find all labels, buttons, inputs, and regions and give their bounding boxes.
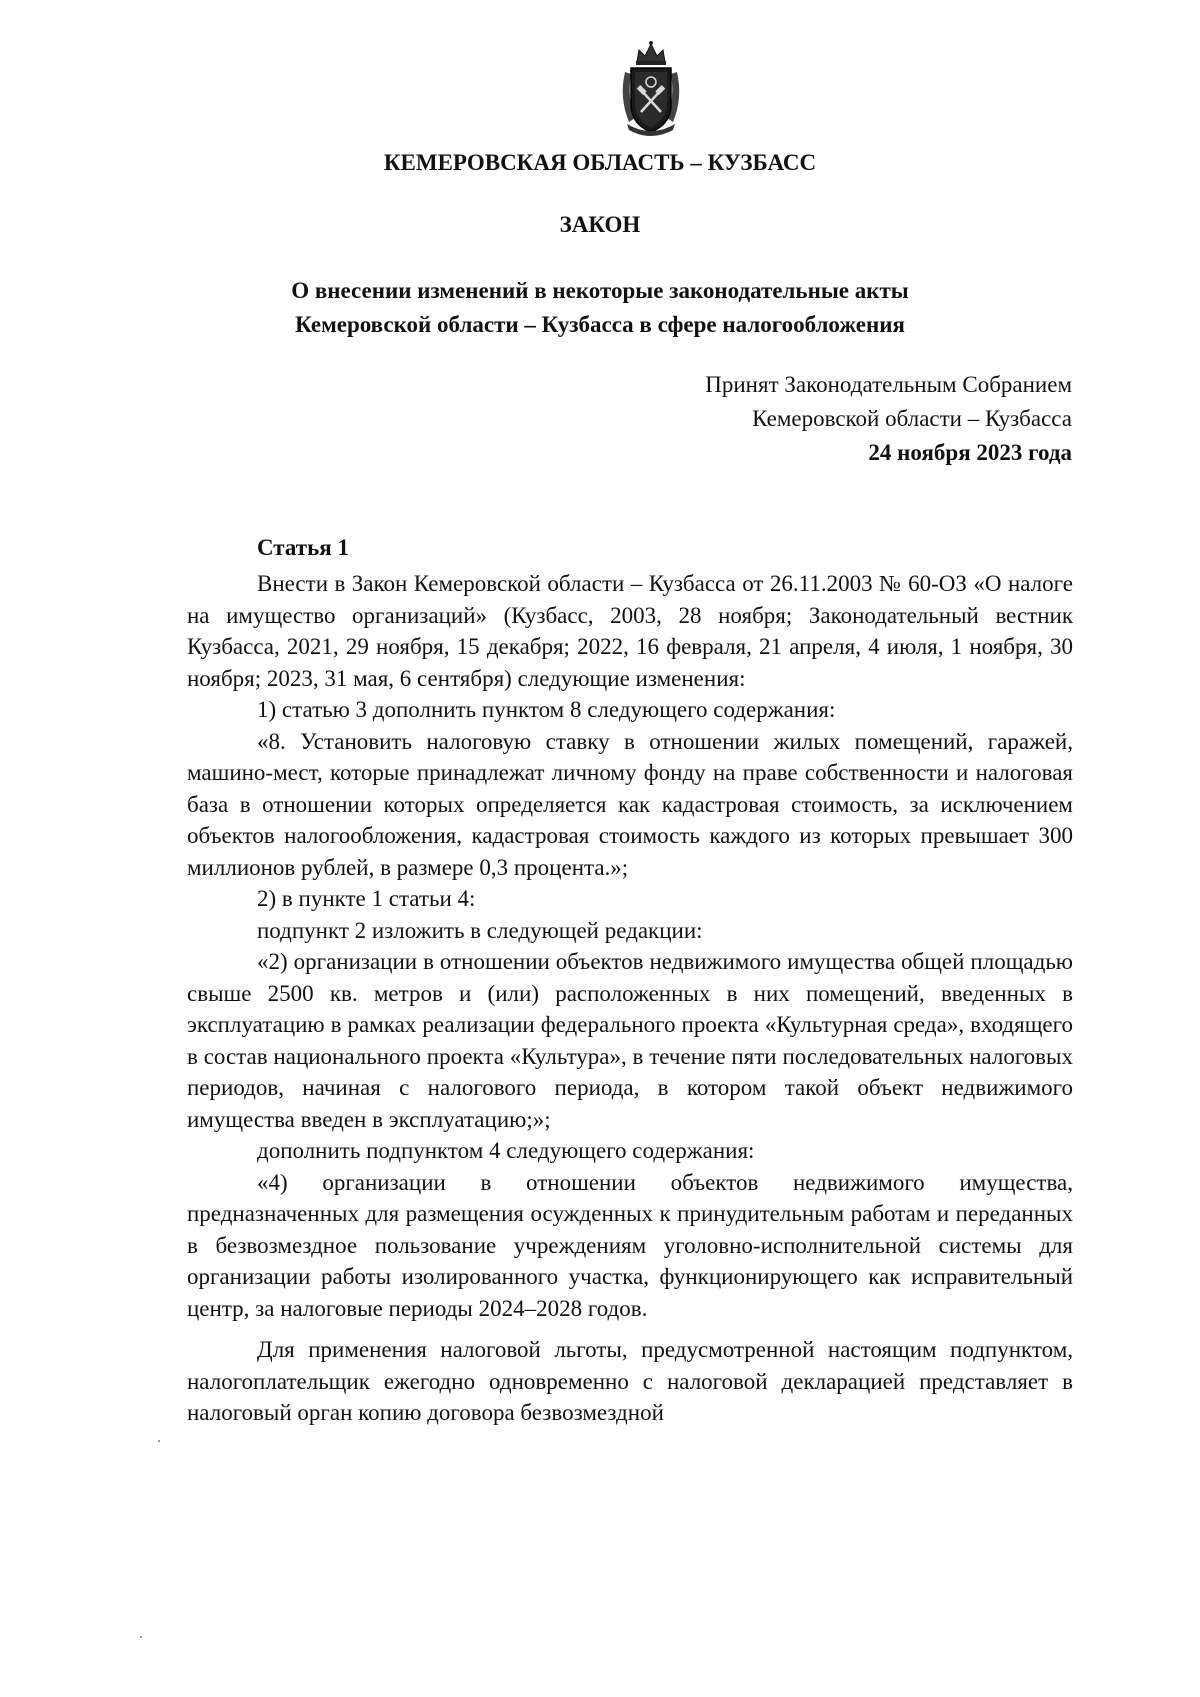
scan-speck bbox=[140, 1636, 142, 1638]
adoption-date: 24 ноября 2023 года bbox=[868, 440, 1072, 465]
article-heading: Статья 1 bbox=[257, 535, 349, 560]
article-paragraph: Внести в Закон Кемеровской области – Кузбасса от 26.11.2003 № 60-ОЗ «О налоге на имущество организаций» (Кузбасс, 2003, 28 ноября; Законодательный вестник Кузбасса, 2021, 29 ноября, 15 декабря; 2022, 16 февраля, 21 апреля, 4 июля, 1 ноября, 30 ноября; 2023, 31 мая, 6 сентября) следующие изменения: bbox=[187, 571, 1073, 691]
article-paragraph: «4) организации в отношении объектов недвижимого имущества, предназначенных для размещения осужденных к принудительным работам и переданных в безвозмездное пользование учреждениям уголовно-исполнительной системы для организации работы изолированного участка, функционирующего как исправительный центр, за налоговые периоды 2024–2028 годов. bbox=[187, 1169, 1073, 1321]
article-paragraph: подпункт 2 изложить в следующей редакции: bbox=[257, 917, 703, 943]
coat-of-arms-emblem bbox=[615, 38, 687, 138]
article-paragraph: Для применения налоговой льготы, предусмотренной настоящим подпунктом, налогоплательщик ежегодно одновременно с налоговой декларацией представляет в налоговый орган копию договора безвозмездной bbox=[187, 1337, 1073, 1425]
article-paragraph: «8. Установить налоговую ставку в отношении жилых помещений, гаражей, машино-мест, которые принадлежат личному фонду на праве собственности и налоговая база в отношении которых определяется как кадастровая стоимость, за исключением объектов налогообложения, кадастровая стоимость каждого из которых превышает 300 миллионов рублей, в размере 0,3 процента.»; bbox=[187, 728, 1073, 880]
adoption-block bbox=[705, 368, 1072, 470]
article-body bbox=[187, 568, 1073, 1429]
article-paragraph: «2) организации в отношении объектов недвижимого имущества общей площадью свыше 2500 кв. метров и (или) расположенных в них помещений, введенных в эксплуатацию в рамках реализации федерального проекта «Культурная среда», входящего в состав национального проекта «Культура», в течение пяти последовательных налоговых периодов, начиная с налогового периода, в котором такой объект недвижимого имущества введен в эксплуатацию;»; bbox=[187, 949, 1073, 1132]
law-title-line-2: Кемеровской области – Кузбасса в сфере налогообложения bbox=[295, 312, 905, 337]
law-title-line-1: О внесении изменений в некоторые законодательные акты bbox=[291, 278, 909, 303]
region-name: КЕМЕРОВСКАЯ ОБЛАСТЬ – КУЗБАСС bbox=[383, 150, 817, 175]
adoption-line-2: Кемеровской области – Кузбасса bbox=[752, 406, 1072, 431]
scan-speck bbox=[158, 1440, 160, 1442]
adoption-line-1: Принят Законодательным Собранием bbox=[705, 372, 1072, 397]
article-paragraph: 1) статью 3 дополнить пунктом 8 следующего содержания: bbox=[257, 697, 836, 722]
law-title bbox=[0, 274, 1200, 342]
article-paragraph: 2) в пункте 1 статьи 4: bbox=[257, 886, 476, 911]
article-paragraph: дополнить подпунктом 4 следующего содержания: bbox=[257, 1138, 755, 1163]
document-type: ЗАКОН bbox=[559, 212, 641, 237]
